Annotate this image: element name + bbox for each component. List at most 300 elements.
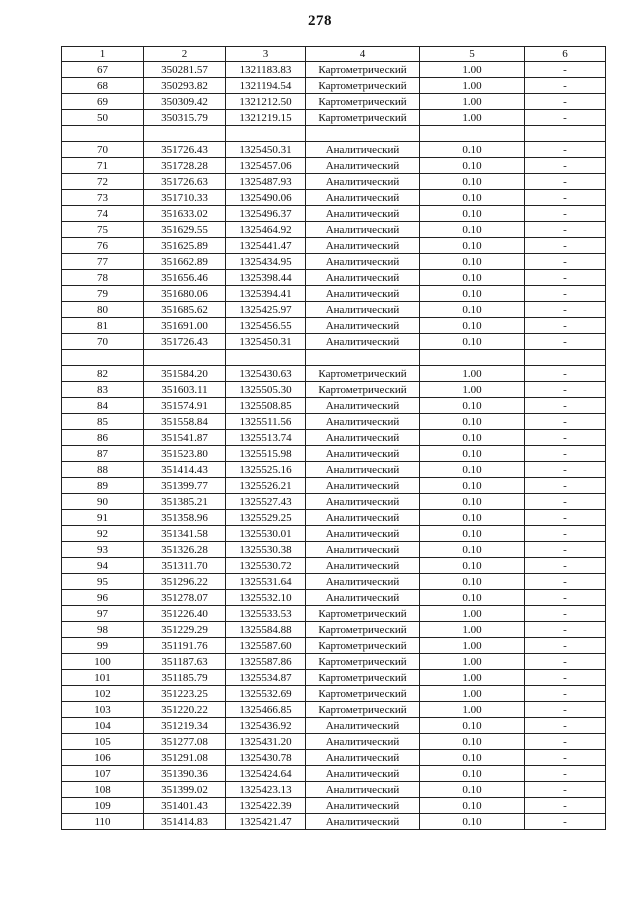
table-row: [62, 574, 606, 590]
method-cell: Аналитический: [306, 542, 420, 558]
table-row: [62, 686, 606, 702]
table-row: [62, 638, 606, 654]
method-cell: Картометрический: [306, 638, 420, 654]
table-row: [62, 334, 606, 350]
point-number-cell: 85: [62, 414, 144, 430]
y-coordinate-cell: 1325496.37: [226, 206, 306, 222]
table-separator-row: [62, 126, 606, 142]
point-number-cell: 101: [62, 670, 144, 686]
point-number-cell: 88: [62, 462, 144, 478]
point-number-cell: 68: [62, 78, 144, 94]
point-number-cell: 73: [62, 190, 144, 206]
method-cell: Аналитический: [306, 430, 420, 446]
column-number-header: 4: [306, 47, 420, 62]
table-row: [62, 190, 606, 206]
method-cell: Картометрический: [306, 78, 420, 94]
table-row: [62, 158, 606, 174]
x-coordinate-cell: 351220.22: [144, 702, 226, 718]
accuracy-cell: [420, 126, 525, 142]
method-cell: Аналитический: [306, 446, 420, 462]
method-cell: Картометрический: [306, 606, 420, 622]
y-coordinate-cell: 1325430.63: [226, 366, 306, 382]
accuracy-cell: 1.00: [420, 110, 525, 126]
point-number-cell: 81: [62, 318, 144, 334]
y-coordinate-cell: 1325508.85: [226, 398, 306, 414]
note-cell: -: [525, 414, 606, 430]
x-coordinate-cell: 351223.25: [144, 686, 226, 702]
table-row: [62, 318, 606, 334]
x-coordinate-cell: 351656.46: [144, 270, 226, 286]
method-cell: Аналитический: [306, 270, 420, 286]
column-number-header: 6: [525, 47, 606, 62]
y-coordinate-cell: 1325422.39: [226, 798, 306, 814]
accuracy-cell: [420, 350, 525, 366]
note-cell: -: [525, 366, 606, 382]
accuracy-cell: 0.10: [420, 222, 525, 238]
method-cell: Аналитический: [306, 798, 420, 814]
table-row: [62, 542, 606, 558]
note-cell: -: [525, 798, 606, 814]
method-cell: Картометрический: [306, 110, 420, 126]
x-coordinate-cell: 351414.43: [144, 462, 226, 478]
x-coordinate-cell: 351574.91: [144, 398, 226, 414]
point-number-cell: 109: [62, 798, 144, 814]
y-coordinate-cell: 1325534.87: [226, 670, 306, 686]
y-coordinate-cell: 1325533.53: [226, 606, 306, 622]
y-coordinate-cell: 1325456.55: [226, 318, 306, 334]
method-cell: Аналитический: [306, 526, 420, 542]
point-number-cell: 100: [62, 654, 144, 670]
table-row: [62, 398, 606, 414]
note-cell: -: [525, 766, 606, 782]
note-cell: -: [525, 542, 606, 558]
y-coordinate-cell: 1325513.74: [226, 430, 306, 446]
note-cell: -: [525, 158, 606, 174]
accuracy-cell: 0.10: [420, 174, 525, 190]
table-row: [62, 254, 606, 270]
accuracy-cell: 0.10: [420, 158, 525, 174]
accuracy-cell: 0.10: [420, 254, 525, 270]
accuracy-cell: 0.10: [420, 798, 525, 814]
y-coordinate-cell: 1325398.44: [226, 270, 306, 286]
method-cell: Картометрический: [306, 382, 420, 398]
table-row: [62, 206, 606, 222]
method-cell: Аналитический: [306, 766, 420, 782]
point-number-cell: 91: [62, 510, 144, 526]
accuracy-cell: 0.10: [420, 574, 525, 590]
note-cell: -: [525, 750, 606, 766]
method-cell: Картометрический: [306, 366, 420, 382]
y-coordinate-cell: 1325450.31: [226, 334, 306, 350]
accuracy-cell: 0.10: [420, 718, 525, 734]
accuracy-cell: 0.10: [420, 526, 525, 542]
y-coordinate-cell: 1325466.85: [226, 702, 306, 718]
point-number-cell: 107: [62, 766, 144, 782]
method-cell: Аналитический: [306, 814, 420, 830]
accuracy-cell: 1.00: [420, 702, 525, 718]
point-number-cell: 94: [62, 558, 144, 574]
y-coordinate-cell: 1325394.41: [226, 286, 306, 302]
point-number-cell: 93: [62, 542, 144, 558]
point-number-cell: 69: [62, 94, 144, 110]
table-row: [62, 142, 606, 158]
y-coordinate-cell: 1325525.16: [226, 462, 306, 478]
x-coordinate-cell: 351399.02: [144, 782, 226, 798]
column-number-header: 5: [420, 47, 525, 62]
x-coordinate-cell: 351728.28: [144, 158, 226, 174]
accuracy-cell: 0.10: [420, 286, 525, 302]
note-cell: -: [525, 254, 606, 270]
note-cell: -: [525, 654, 606, 670]
note-cell: -: [525, 62, 606, 78]
note-cell: [525, 350, 606, 366]
x-coordinate-cell: [144, 350, 226, 366]
x-coordinate-cell: 351603.11: [144, 382, 226, 398]
x-coordinate-cell: 351685.62: [144, 302, 226, 318]
accuracy-cell: 0.10: [420, 270, 525, 286]
accuracy-cell: 0.10: [420, 558, 525, 574]
note-cell: [525, 126, 606, 142]
note-cell: -: [525, 174, 606, 190]
accuracy-cell: 0.10: [420, 446, 525, 462]
accuracy-cell: 0.10: [420, 734, 525, 750]
point-number-cell: 71: [62, 158, 144, 174]
method-cell: Аналитический: [306, 142, 420, 158]
table-row: [62, 462, 606, 478]
accuracy-cell: 0.10: [420, 414, 525, 430]
y-coordinate-cell: 1325490.06: [226, 190, 306, 206]
y-coordinate-cell: 1325530.72: [226, 558, 306, 574]
y-coordinate-cell: 1325436.92: [226, 718, 306, 734]
method-cell: Аналитический: [306, 334, 420, 350]
note-cell: -: [525, 430, 606, 446]
x-coordinate-cell: 351229.29: [144, 622, 226, 638]
note-cell: -: [525, 270, 606, 286]
table-header-row: [62, 47, 606, 62]
y-coordinate-cell: 1325530.38: [226, 542, 306, 558]
note-cell: -: [525, 286, 606, 302]
note-cell: -: [525, 734, 606, 750]
note-cell: -: [525, 670, 606, 686]
point-number-cell: [62, 350, 144, 366]
table-row: [62, 622, 606, 638]
note-cell: -: [525, 398, 606, 414]
table-row: [62, 270, 606, 286]
y-coordinate-cell: 1325487.93: [226, 174, 306, 190]
accuracy-cell: 1.00: [420, 366, 525, 382]
point-number-cell: 84: [62, 398, 144, 414]
table-row: [62, 94, 606, 110]
method-cell: Аналитический: [306, 318, 420, 334]
y-coordinate-cell: 1321183.83: [226, 62, 306, 78]
note-cell: -: [525, 382, 606, 398]
x-coordinate-cell: 351399.77: [144, 478, 226, 494]
method-cell: Картометрический: [306, 622, 420, 638]
accuracy-cell: 0.10: [420, 766, 525, 782]
note-cell: -: [525, 334, 606, 350]
x-coordinate-cell: 351341.58: [144, 526, 226, 542]
point-number-cell: 50: [62, 110, 144, 126]
accuracy-cell: 0.10: [420, 238, 525, 254]
table-row: [62, 750, 606, 766]
table-row: [62, 510, 606, 526]
x-coordinate-cell: 350281.57: [144, 62, 226, 78]
accuracy-cell: 0.10: [420, 814, 525, 830]
point-number-cell: 89: [62, 478, 144, 494]
table-row: [62, 558, 606, 574]
y-coordinate-cell: 1325421.47: [226, 814, 306, 830]
column-number-header: 1: [62, 47, 144, 62]
accuracy-cell: 1.00: [420, 382, 525, 398]
accuracy-cell: 0.10: [420, 494, 525, 510]
y-coordinate-cell: 1325587.60: [226, 638, 306, 654]
point-number-cell: 108: [62, 782, 144, 798]
table-row: [62, 238, 606, 254]
table-row: [62, 526, 606, 542]
y-coordinate-cell: 1325423.13: [226, 782, 306, 798]
accuracy-cell: 0.10: [420, 190, 525, 206]
note-cell: -: [525, 574, 606, 590]
method-cell: Аналитический: [306, 206, 420, 222]
table-row: [62, 670, 606, 686]
method-cell: Аналитический: [306, 782, 420, 798]
accuracy-cell: 0.10: [420, 302, 525, 318]
y-coordinate-cell: 1325431.20: [226, 734, 306, 750]
table-row: [62, 174, 606, 190]
x-coordinate-cell: 351710.33: [144, 190, 226, 206]
y-coordinate-cell: 1325505.30: [226, 382, 306, 398]
point-number-cell: 105: [62, 734, 144, 750]
point-number-cell: 70: [62, 334, 144, 350]
table-row: [62, 62, 606, 78]
y-coordinate-cell: 1325441.47: [226, 238, 306, 254]
table-row: [62, 734, 606, 750]
table-row: [62, 302, 606, 318]
x-coordinate-cell: 351726.43: [144, 142, 226, 158]
point-number-cell: 87: [62, 446, 144, 462]
x-coordinate-cell: 351629.55: [144, 222, 226, 238]
accuracy-cell: 0.10: [420, 206, 525, 222]
table-row: [62, 702, 606, 718]
point-number-cell: 97: [62, 606, 144, 622]
y-coordinate-cell: 1321219.15: [226, 110, 306, 126]
accuracy-cell: 1.00: [420, 62, 525, 78]
table-separator-row: [62, 350, 606, 366]
method-cell: Аналитический: [306, 494, 420, 510]
x-coordinate-cell: 350315.79: [144, 110, 226, 126]
note-cell: -: [525, 238, 606, 254]
method-cell: Аналитический: [306, 158, 420, 174]
x-coordinate-cell: 351726.63: [144, 174, 226, 190]
method-cell: Аналитический: [306, 222, 420, 238]
point-number-cell: 72: [62, 174, 144, 190]
method-cell: Аналитический: [306, 750, 420, 766]
method-cell: Картометрический: [306, 702, 420, 718]
accuracy-cell: 0.10: [420, 750, 525, 766]
note-cell: -: [525, 222, 606, 238]
point-number-cell: 95: [62, 574, 144, 590]
y-coordinate-cell: 1321212.50: [226, 94, 306, 110]
point-number-cell: 83: [62, 382, 144, 398]
note-cell: -: [525, 462, 606, 478]
method-cell: Аналитический: [306, 734, 420, 750]
accuracy-cell: 1.00: [420, 654, 525, 670]
note-cell: -: [525, 494, 606, 510]
y-coordinate-cell: 1325457.06: [226, 158, 306, 174]
table-row: [62, 766, 606, 782]
method-cell: Аналитический: [306, 718, 420, 734]
point-number-cell: 75: [62, 222, 144, 238]
y-coordinate-cell: 1325450.31: [226, 142, 306, 158]
point-number-cell: 77: [62, 254, 144, 270]
x-coordinate-cell: 351726.43: [144, 334, 226, 350]
accuracy-cell: 1.00: [420, 638, 525, 654]
method-cell: [306, 126, 420, 142]
x-coordinate-cell: 351385.21: [144, 494, 226, 510]
method-cell: Аналитический: [306, 590, 420, 606]
x-coordinate-cell: 351185.79: [144, 670, 226, 686]
point-number-cell: 78: [62, 270, 144, 286]
note-cell: -: [525, 702, 606, 718]
accuracy-cell: 0.10: [420, 142, 525, 158]
y-coordinate-cell: 1325532.69: [226, 686, 306, 702]
point-number-cell: 70: [62, 142, 144, 158]
note-cell: -: [525, 78, 606, 94]
point-number-cell: 99: [62, 638, 144, 654]
note-cell: -: [525, 782, 606, 798]
y-coordinate-cell: 1325532.10: [226, 590, 306, 606]
table-row: [62, 606, 606, 622]
x-coordinate-cell: 351187.63: [144, 654, 226, 670]
note-cell: -: [525, 558, 606, 574]
table-row: [62, 590, 606, 606]
accuracy-cell: 1.00: [420, 686, 525, 702]
x-coordinate-cell: 351311.70: [144, 558, 226, 574]
accuracy-cell: 0.10: [420, 782, 525, 798]
note-cell: -: [525, 590, 606, 606]
accuracy-cell: 0.10: [420, 318, 525, 334]
point-number-cell: 106: [62, 750, 144, 766]
x-coordinate-cell: 350293.82: [144, 78, 226, 94]
point-number-cell: 80: [62, 302, 144, 318]
point-number-cell: 79: [62, 286, 144, 302]
method-cell: Картометрический: [306, 94, 420, 110]
y-coordinate-cell: 1321194.54: [226, 78, 306, 94]
accuracy-cell: 1.00: [420, 670, 525, 686]
y-coordinate-cell: 1325424.64: [226, 766, 306, 782]
method-cell: Картометрический: [306, 670, 420, 686]
y-coordinate-cell: 1325529.25: [226, 510, 306, 526]
method-cell: [306, 350, 420, 366]
table-row: [62, 414, 606, 430]
x-coordinate-cell: 351625.89: [144, 238, 226, 254]
table-row: [62, 654, 606, 670]
y-coordinate-cell: 1325584.88: [226, 622, 306, 638]
y-coordinate-cell: 1325531.64: [226, 574, 306, 590]
x-coordinate-cell: 351662.89: [144, 254, 226, 270]
x-coordinate-cell: 351326.28: [144, 542, 226, 558]
point-number-cell: 90: [62, 494, 144, 510]
y-coordinate-cell: [226, 126, 306, 142]
column-number-header: 3: [226, 47, 306, 62]
note-cell: -: [525, 94, 606, 110]
table-row: [62, 782, 606, 798]
y-coordinate-cell: 1325515.98: [226, 446, 306, 462]
accuracy-cell: 1.00: [420, 622, 525, 638]
point-number-cell: 102: [62, 686, 144, 702]
method-cell: Аналитический: [306, 574, 420, 590]
table-row: [62, 478, 606, 494]
point-number-cell: 76: [62, 238, 144, 254]
point-number-cell: [62, 126, 144, 142]
table-row: [62, 78, 606, 94]
method-cell: Аналитический: [306, 174, 420, 190]
accuracy-cell: 0.10: [420, 590, 525, 606]
table-row: [62, 494, 606, 510]
point-number-cell: 96: [62, 590, 144, 606]
note-cell: -: [525, 510, 606, 526]
point-number-cell: 103: [62, 702, 144, 718]
table-row: [62, 110, 606, 126]
table-row: [62, 814, 606, 830]
note-cell: -: [525, 718, 606, 734]
x-coordinate-cell: 351278.07: [144, 590, 226, 606]
y-coordinate-cell: 1325434.95: [226, 254, 306, 270]
method-cell: Аналитический: [306, 254, 420, 270]
table-row: [62, 430, 606, 446]
x-coordinate-cell: 351358.96: [144, 510, 226, 526]
accuracy-cell: 0.10: [420, 430, 525, 446]
accuracy-cell: 0.10: [420, 398, 525, 414]
point-number-cell: 92: [62, 526, 144, 542]
y-coordinate-cell: 1325587.86: [226, 654, 306, 670]
x-coordinate-cell: 351541.87: [144, 430, 226, 446]
point-number-cell: 82: [62, 366, 144, 382]
accuracy-cell: 1.00: [420, 606, 525, 622]
x-coordinate-cell: 351296.22: [144, 574, 226, 590]
accuracy-cell: 0.10: [420, 462, 525, 478]
column-number-header: 2: [144, 47, 226, 62]
x-coordinate-cell: 351680.06: [144, 286, 226, 302]
x-coordinate-cell: 351633.02: [144, 206, 226, 222]
point-number-cell: 74: [62, 206, 144, 222]
note-cell: -: [525, 814, 606, 830]
method-cell: Аналитический: [306, 398, 420, 414]
accuracy-cell: 0.10: [420, 542, 525, 558]
table-row: [62, 718, 606, 734]
accuracy-cell: 0.10: [420, 478, 525, 494]
accuracy-cell: 1.00: [420, 78, 525, 94]
table-row: [62, 798, 606, 814]
method-cell: Аналитический: [306, 510, 420, 526]
method-cell: Аналитический: [306, 414, 420, 430]
y-coordinate-cell: 1325511.56: [226, 414, 306, 430]
note-cell: -: [525, 606, 606, 622]
note-cell: -: [525, 206, 606, 222]
page-number: 278: [308, 13, 332, 29]
method-cell: Аналитический: [306, 190, 420, 206]
method-cell: Картометрический: [306, 654, 420, 670]
table-row: [62, 446, 606, 462]
table-row: [62, 222, 606, 238]
table-row: [62, 366, 606, 382]
method-cell: Аналитический: [306, 302, 420, 318]
y-coordinate-cell: 1325530.01: [226, 526, 306, 542]
x-coordinate-cell: 350309.42: [144, 94, 226, 110]
coordinates-table: [61, 46, 606, 830]
note-cell: -: [525, 686, 606, 702]
method-cell: Аналитический: [306, 238, 420, 254]
